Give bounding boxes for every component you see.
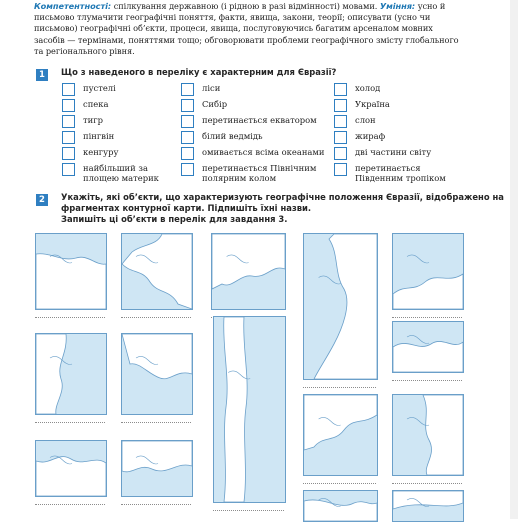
option-col1-4[interactable] [62,131,172,144]
option-label: пустелі [83,83,116,93]
map-fragment-12 [35,440,107,497]
option-checkbox[interactable] [334,131,347,144]
task-1-question: Що з наведеного в переліку є характерним для Євразії? [61,67,337,77]
option-checkbox[interactable] [181,147,194,160]
page-edge-shadow [510,0,518,519]
option-checkbox[interactable] [62,115,75,128]
answer-line[interactable] [392,380,462,381]
map-fragment-14 [303,490,378,522]
option-label: холод [355,83,381,93]
option-col3-5[interactable] [334,147,464,160]
option-label: найбільший за площею материк [83,163,159,183]
map-fragment-4 [303,233,378,380]
option-label: білий ведмідь [202,131,263,141]
option-checkbox[interactable] [62,99,75,112]
option-col3-2[interactable] [334,99,464,112]
option-col2-1[interactable] [181,83,331,96]
option-checkbox[interactable] [181,83,194,96]
skills-body: усно й письмово тлумачити географічні поняття, факти, явища, закони, теорії; описувати (усно чи письмово) географічні об’єкти, процеси, явища, послуговуючись багатим арсеналом мовних засобів — термінами, поняттями тощо; обговорювати проблеми географічного змісту глобального та регіонального рівня. [34,1,459,56]
option-checkbox[interactable] [334,83,347,96]
option-col1-3[interactable] [62,115,172,128]
option-col2-4[interactable] [181,131,331,144]
option-label: дві частини світу [355,147,432,157]
option-label: перетинається екватором [202,115,317,125]
map-fragment-6 [35,333,107,415]
map-fragment-2 [121,233,193,310]
option-label: тигр [83,115,103,125]
map-fragment-1 [35,233,107,310]
answer-line[interactable] [35,504,105,505]
answer-line[interactable] [121,422,191,423]
option-col1-6[interactable] [62,163,172,183]
option-col2-3[interactable] [181,115,331,128]
option-label: спека [83,99,109,109]
option-checkbox[interactable] [334,163,347,176]
answer-line[interactable] [303,483,376,484]
task-2-line-3: Запишіть ці об’єкти в перелік для завдання 3. [61,214,288,225]
task-2-line-2: фрагментах контурної карти. Підпишіть їхні назви. [61,203,312,214]
answer-line[interactable] [213,510,284,511]
map-fragment-5 [392,233,464,310]
option-checkbox[interactable] [62,131,75,144]
option-col3-6[interactable] [334,163,464,183]
option-label: перетинається Південним тропіком [355,163,446,183]
task-2-question [61,192,504,226]
option-checkbox[interactable] [62,147,75,160]
option-checkbox[interactable] [181,131,194,144]
option-col2-2[interactable] [181,99,331,112]
task-1-number: 1 [36,69,48,81]
option-col1-1[interactable] [62,83,172,96]
option-checkbox[interactable] [181,163,194,176]
answer-line[interactable] [121,504,191,505]
option-label: кенгуру [83,147,119,157]
map-fragment-13 [121,440,193,497]
skills-label: Уміння: [379,1,416,11]
option-label: перетинається Північним полярним колом [202,163,317,183]
option-col2-5[interactable] [181,147,331,160]
option-checkbox[interactable] [181,115,194,128]
option-col1-2[interactable] [62,99,172,112]
option-checkbox[interactable] [62,163,75,176]
option-checkbox[interactable] [334,147,347,160]
option-col1-5[interactable] [62,147,172,160]
answer-line[interactable] [35,317,105,318]
task-2-line-1: Укажіть, які об’єкти, що характеризують географічне положення Євразії, відображено на [61,192,504,202]
competencies-body: спілкування державною (і рідною в разі відмінності) мовами. [111,1,380,11]
map-fragment-9 [303,394,378,476]
map-fragment-8 [213,316,286,503]
option-label: Сибір [202,99,228,109]
answer-line[interactable] [392,317,462,318]
map-fragment-3 [211,233,286,310]
option-col2-6[interactable] [181,163,331,183]
option-checkbox[interactable] [334,115,347,128]
option-label: Україна [355,99,390,109]
competencies-label: Компетентності: [34,1,112,11]
answer-line[interactable] [35,422,105,423]
answer-line[interactable] [121,317,191,318]
answer-line[interactable] [392,483,462,484]
answer-line[interactable] [303,387,376,388]
option-col3-4[interactable] [334,131,464,144]
task-2-number: 2 [36,194,48,206]
competencies-text [34,1,466,57]
option-label: ліси [202,83,221,93]
option-label: омивається всіма океанами [202,147,325,157]
map-fragment-15 [392,490,464,522]
option-col3-3[interactable] [334,115,464,128]
map-fragment-7 [121,333,193,415]
map-fragment-11 [392,394,464,476]
option-label: слон [355,115,376,125]
option-checkbox[interactable] [181,99,194,112]
map-fragment-10 [392,321,464,373]
option-label: жираф [355,131,386,141]
option-col3-1[interactable] [334,83,464,96]
option-checkbox[interactable] [334,99,347,112]
option-label: пінгвін [83,131,115,141]
option-checkbox[interactable] [62,83,75,96]
